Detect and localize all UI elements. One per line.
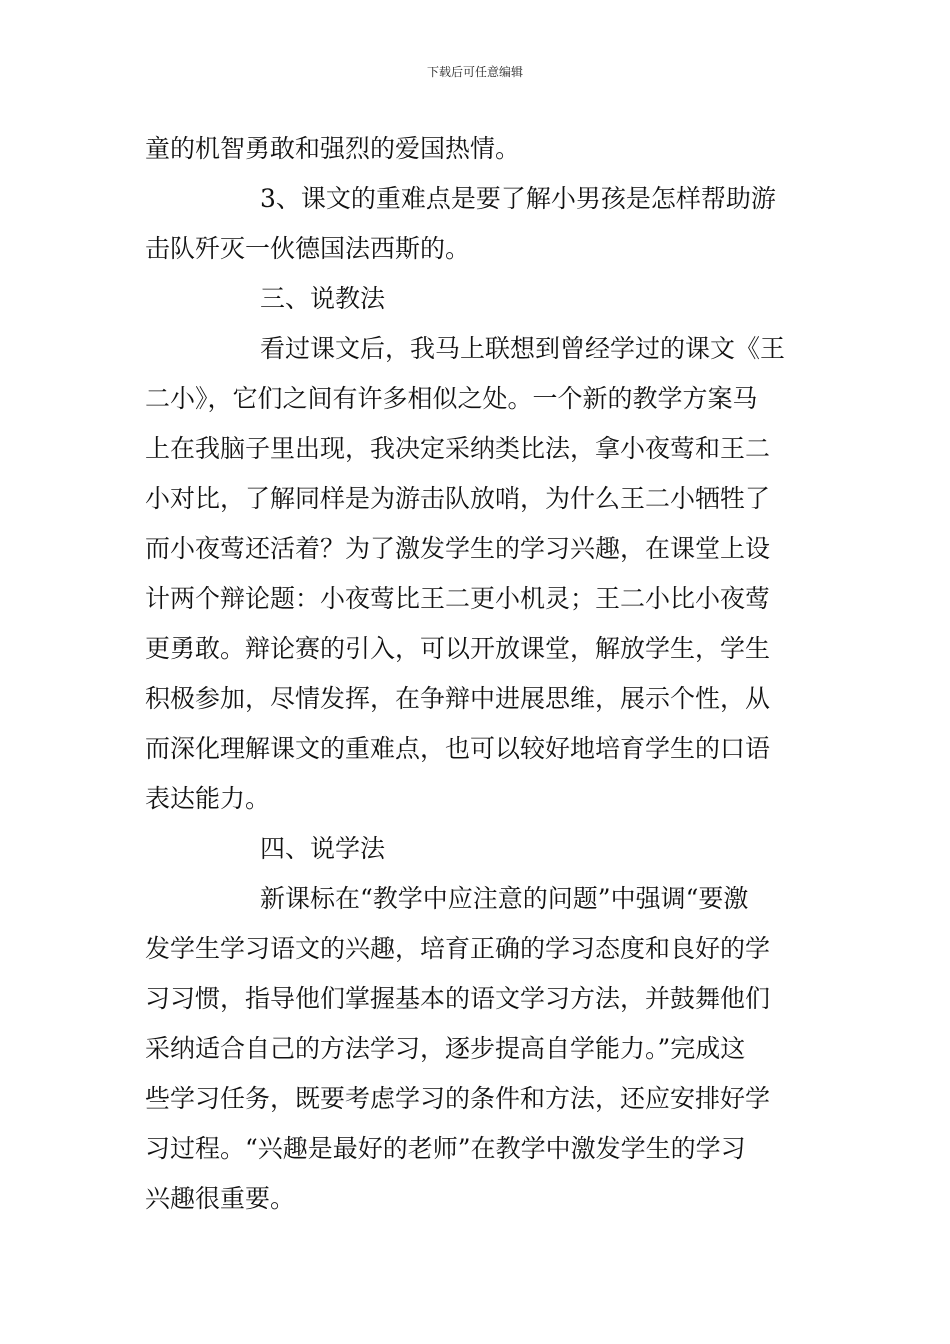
text-line: 二小》，它们之间有许多相似之处。一个新的教学方案马 — [145, 384, 758, 413]
text-line: 采纳适合自己的方法学习，逐步提高自学能力。”完成这 — [145, 1034, 746, 1063]
text-line: 兴趣很重要。 — [145, 1184, 296, 1213]
text-line: 习过程。“兴趣是最好的老师”在教学中激发学生的学习 — [145, 1134, 746, 1163]
text-line: 击队歼灭一伙德国法西斯的。 — [145, 234, 471, 263]
text-line: 童的机智勇敢和强烈的爱国热情。 — [145, 134, 521, 163]
text-line: 而深化理解课文的重难点，也可以较好地培育学生的口语 — [145, 734, 771, 763]
section-heading: 三、说教法 — [260, 284, 386, 313]
text-line: 而小夜莺还活着？为了激发学生的学习兴趣，在课堂上设 — [145, 534, 771, 563]
text-line: 习习惯，指导他们掌握基本的语文学习方法，并鼓舞他们 — [145, 984, 771, 1013]
text-line: 小对比，了解同样是为游击队放哨，为什么王二小牺牲了 — [145, 484, 771, 513]
document-body — [145, 124, 810, 1224]
text-line: 3、课文的重难点是要了解小男孩是怎样帮助游 — [260, 184, 776, 213]
text-line: 发学生学习语文的兴趣，培育正确的学习态度和良好的学 — [145, 934, 771, 963]
page-header: 下载后可任意编辑 — [426, 65, 523, 79]
text-line: 看过课文后，我马上联想到曾经学过的课文《王 — [260, 334, 786, 363]
text-line: 表达能力。 — [145, 784, 271, 813]
text-line: 更勇敢。辩论赛的引入，可以开放课堂，解放学生，学生 — [145, 634, 771, 663]
text-line: 些学习任务，既要考虑学习的条件和方法，还应安排好学 — [145, 1084, 771, 1113]
text-line: 计两个辩论题：小夜莺比王二更小机灵；王二小比小夜莺 — [145, 584, 771, 613]
text-line: 新课标在“教学中应注意的问题”中强调“要激 — [260, 884, 749, 913]
text-line: 上在我脑子里出现，我决定采纳类比法，拿小夜莺和王二 — [145, 434, 771, 463]
text-line: 积极参加，尽情发挥，在争辩中进展思维，展示个性，从 — [145, 684, 771, 713]
section-heading: 四、说学法 — [260, 834, 386, 863]
